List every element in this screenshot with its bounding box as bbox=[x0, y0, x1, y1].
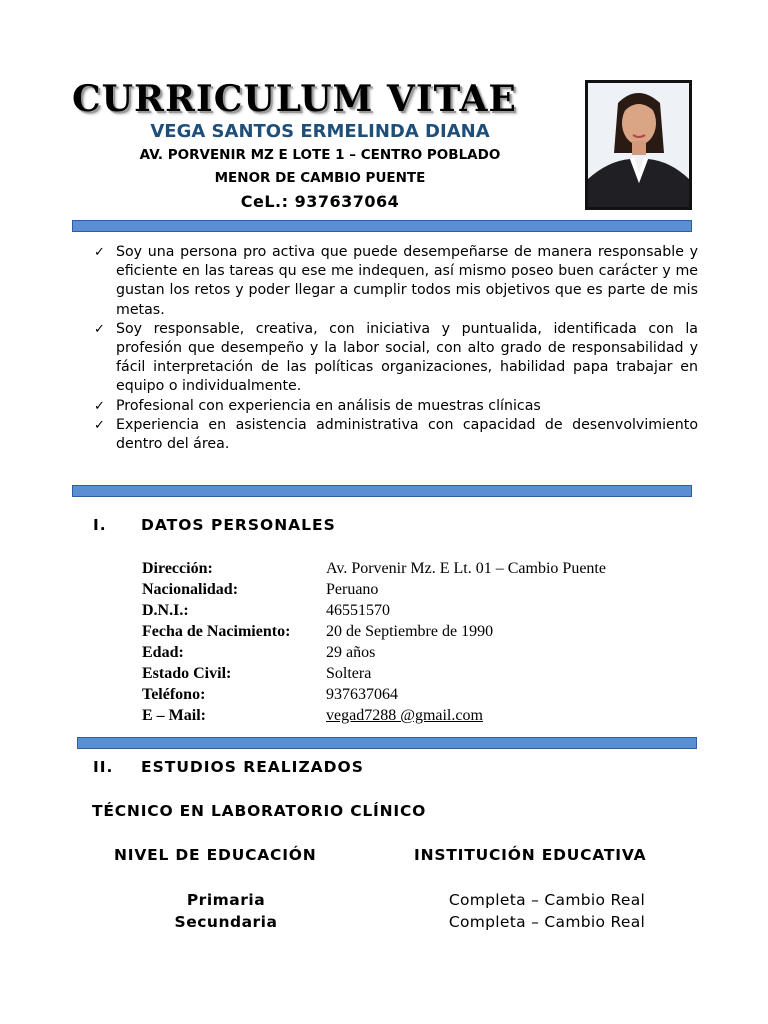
divider-bar-3 bbox=[77, 737, 697, 749]
profile-item: ✓ Soy una persona pro activa que puede desempeñarse de manera responsable y eficiente en las tareas qu ese me indequen, así mismo poseo buen carácter y me gustan los retos y poder llegar a cumplir todos mis objetivos que es parte de mis metas. bbox=[94, 244, 698, 318]
section-number: II. bbox=[93, 758, 114, 776]
education-level: Primaria bbox=[186, 891, 266, 909]
check-icon: ✓ bbox=[94, 245, 105, 260]
section-title: ESTUDIOS REALIZADOS bbox=[141, 758, 364, 776]
divider-bar-1 bbox=[72, 220, 692, 232]
section-number: I. bbox=[93, 516, 107, 534]
personal-row-civil-status: Estado Civil: Soltera bbox=[142, 665, 372, 682]
portrait-illustration bbox=[588, 83, 689, 207]
section-title: DATOS PERSONALES bbox=[141, 516, 336, 534]
check-icon: ✓ bbox=[94, 398, 105, 414]
personal-row-address: Dirección: Av. Porvenir Mz. E Lt. 01 – Cambio Puente bbox=[142, 560, 606, 577]
profile-photo bbox=[585, 80, 692, 210]
cv-title: CURRICULUM VITAE bbox=[72, 78, 517, 120]
email-link[interactable]: vegad7288 @gmail.com bbox=[326, 707, 483, 724]
personal-row-nationality: Nacionalidad: Peruano bbox=[142, 581, 379, 598]
address-line-2: MENOR DE CAMBIO PUENTE bbox=[214, 170, 426, 186]
check-icon: ✓ bbox=[94, 417, 105, 433]
profile-item: ✓ Experiencia en asistencia administrativa con capacidad de desenvolvimiento dentro del área. bbox=[94, 416, 698, 453]
profile-item: ✓ Profesional con experiencia en análisis de muestras clínicas bbox=[92, 397, 698, 416]
personal-row-age: Edad: 29 años bbox=[142, 644, 376, 661]
personal-row-phone: Teléfono: 937637064 bbox=[142, 686, 398, 703]
education-institution: Completa – Cambio Real bbox=[448, 913, 646, 931]
personal-row-dni: D.N.I.: 46551570 bbox=[142, 602, 390, 619]
education-institution: Completa – Cambio Real bbox=[448, 891, 646, 909]
degree-title: TÉCNICO EN LABORATORIO CLÍNICO bbox=[92, 802, 427, 820]
check-icon: ✓ bbox=[94, 321, 105, 337]
profile-item: ✓ Soy responsable, creativa, con iniciativa y puntualida, identificada con la profesión que desempeño y la labor social, con alto grado de responsabilidad y fácil interpretación de las políticas organizaciones, habilidad papa trabajar en equipo o individualmente. bbox=[94, 320, 698, 395]
education-level: Secundaria bbox=[174, 913, 278, 931]
candidate-name: VEGA SANTOS ERMELINDA DIANA bbox=[150, 121, 490, 142]
address-line-1: AV. PORVENIR MZ E LOTE 1 – CENTRO POBLADO bbox=[139, 147, 501, 163]
personal-data-table bbox=[142, 558, 682, 726]
profile-list bbox=[92, 243, 698, 454]
column-header-institution: INSTITUCIÓN EDUCATIVA bbox=[414, 846, 647, 864]
divider-bar-2 bbox=[72, 485, 692, 497]
personal-row-birthdate: Fecha de Nacimiento: 20 de Septiembre de 1990 bbox=[142, 623, 494, 640]
personal-row-email: E – Mail: vegad7288 @gmail.com bbox=[142, 705, 682, 726]
phone-line: CeL.: 937637064 bbox=[240, 192, 400, 211]
column-header-level: NIVEL DE EDUCACIÓN bbox=[114, 846, 317, 864]
